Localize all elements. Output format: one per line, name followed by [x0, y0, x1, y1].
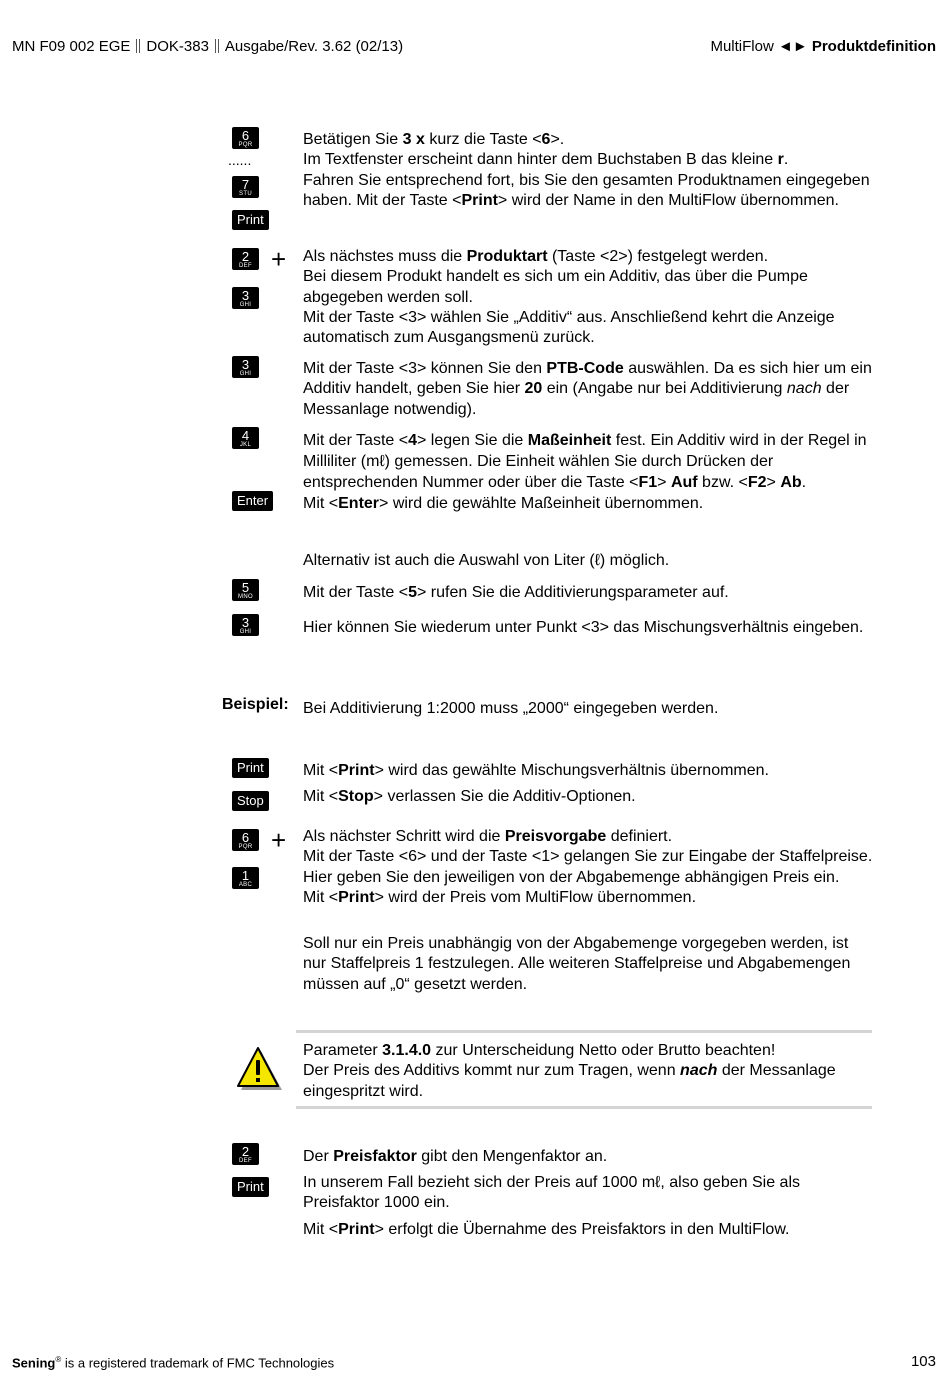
step-additive-params: Mit der Taste <5> rufen Sie die Additivierungsparameter auf. — [303, 584, 729, 601]
key-5: 5 MNO — [232, 579, 259, 601]
key-enter: Enter — [232, 491, 273, 511]
separator — [136, 39, 140, 53]
step-alternative: Alternativ ist auch die Auswahl von Liter (ℓ) möglich. — [303, 552, 670, 569]
doc-number: MN F09 002 EGE — [12, 38, 131, 55]
arrows-icon: ◄► — [777, 38, 808, 55]
key-print: Print — [232, 758, 269, 778]
revision: Ausgabe/Rev. 3.62 (02/13) — [224, 38, 404, 55]
key-stop: Stop — [232, 791, 269, 811]
beispiel-label: Beispiel: — [222, 696, 289, 713]
plus-sign: + — [271, 825, 287, 855]
step-price-factor-example: In unserem Fall bezieht sich der Preis auf 1000 mℓ, also geben Sie als Preisfaktor 1000 ein. — [303, 1174, 800, 1212]
step-print-factor: Mit <Print> erfolgt die Übernahme des Preisfaktors in den MultiFlow. — [303, 1221, 790, 1238]
page-number: 103 — [910, 1353, 936, 1370]
key-6: 6 PQR — [232, 127, 259, 149]
header-right — [710, 38, 936, 55]
step-mix-ratio: Hier können Sie wiederum unter Punkt <3> das Mischungsverhältnis eingeben. — [303, 619, 864, 636]
plus-sign: + — [271, 244, 287, 274]
dok-number: DOK-383 — [146, 38, 209, 55]
continuation-dots: ...... — [228, 152, 252, 168]
step-product-type: Als nächstes muss die Produktart (Taste <2>) festgelegt werden. Bei diesem Produkt handelt es sich um ein Additiv, das über die Pumpe abgegeben werden soll. Mit der Taste <3> wählen Sie „Additiv“ aus. Anschließend kehrt die Anzeige automatisch zum Ausgangsmenü zurück. — [303, 248, 835, 347]
key-3: 3 GHI — [232, 287, 259, 309]
key-3: 3 GHI — [232, 614, 259, 636]
key-1: 1 ABC — [232, 867, 259, 889]
warning-rule-bottom — [296, 1106, 872, 1109]
key-2: 2 DEF — [232, 1143, 259, 1165]
step-price: Als nächster Schritt wird die Preisvorgabe definiert. Mit der Taste <6> und der Taste <1> gelangen Sie zur Eingabe der Staffelpreise. Hier geben Sie den jeweiligen von der Abgabemenge abhängigen Preis ein. Mit <Print> wird der Preis vom MultiFlow übernommen. — [303, 828, 873, 906]
product-name: MultiFlow — [710, 38, 774, 55]
step-product-name: Betätigen Sie 3 x kurz die Taste <6>. Im Textfenster erscheint dann hinter dem Buchstaben B das kleine r. Fahren Sie entsprechend fort, bis Sie den gesamten Produktnamen eingegeben haben. Mit der Taste <Print> wird der Name in den MultiFlow übernommen. — [303, 131, 870, 209]
step-unit: Mit der Taste <4> legen Sie die Maßeinheit fest. Ein Additiv wird in der Regel in Milliliter (mℓ) gemessen. Die Einheit wählen Sie durch Drücken der entsprechenden Nummer oder über die Taste <F1> Auf bzw. <F2> Ab. Mit <Enter> wird die gewählte Maßeinheit übernommen. — [303, 432, 867, 512]
step-print-ratio: Mit <Print> wird das gewählte Mischungsverhältnis übernommen. — [303, 762, 769, 779]
warning-triangle-icon — [236, 1046, 282, 1092]
liter-symbol: ℓ — [379, 453, 385, 470]
separator — [215, 39, 219, 53]
key-3: 3 GHI — [232, 356, 259, 378]
step-stop: Mit <Stop> verlassen Sie die Additiv-Optionen. — [303, 788, 636, 805]
section-title: Produktdefinition — [811, 38, 936, 55]
step-ptb-code: Mit der Taste <3> können Sie den PTB-Code auswählen. Da es sich hier um ein Additiv handelt, geben Sie hier 20 ein (Angabe nur bei Additivierung nach der Messanlage notwendig). — [303, 360, 872, 418]
key-2: 2 DEF — [232, 248, 259, 270]
example-text: Bei Additivierung 1:2000 muss „2000“ eingegeben werden. — [303, 700, 719, 717]
step-price-factor: Der Preisfaktor gibt den Mengenfaktor an. — [303, 1148, 608, 1165]
key-print: Print — [232, 210, 269, 230]
warning-text: Parameter 3.1.4.0 zur Unterscheidung Netto oder Brutto beachten! Der Preis des Additivs kommt nur zum Tragen, wenn nach der Messanlage eingespritzt wird. — [303, 1042, 836, 1100]
warning-rule-top — [296, 1030, 872, 1033]
key-6: 6 PQR — [232, 829, 259, 851]
key-7: 7 STU — [232, 176, 259, 198]
key-4: 4 JKL — [232, 427, 259, 449]
liter-symbol: ℓ — [594, 552, 600, 569]
liter-symbol: ℓ — [655, 1174, 661, 1191]
footer-trademark: Sening® is a registered trademark of FMC Technologies — [12, 1355, 335, 1371]
step-single-price: Soll nur ein Preis unabhängig von der Abgabemenge vorgegeben werden, ist nur Staffelpreis 1 festzulegen. Alle weiteren Staffelpreise und Abgabemengen müssen auf „0“ gesetzt werden. — [303, 935, 851, 993]
key-print: Print — [232, 1177, 269, 1197]
header-left — [12, 38, 403, 55]
